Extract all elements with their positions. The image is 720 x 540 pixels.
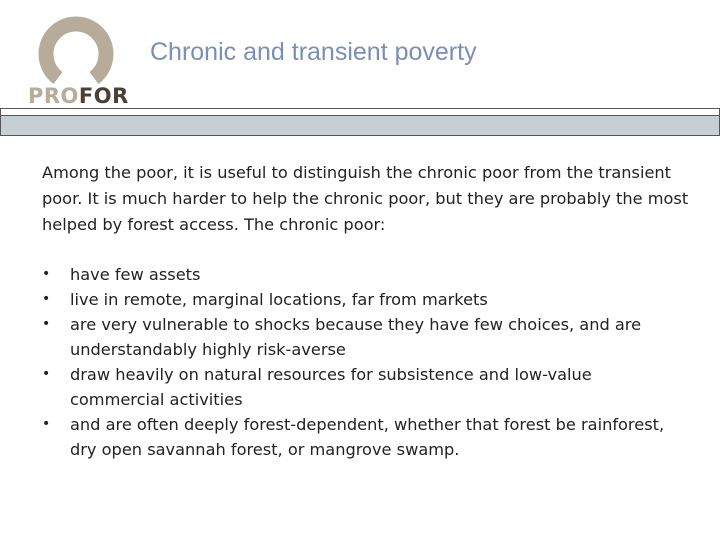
profor-logo	[28, 8, 128, 108]
header-divider-band	[0, 116, 720, 136]
bullet-item	[42, 362, 682, 412]
intro-paragraph: Among the poor, it is useful to distinguish the chronic poor from the transient poor. It is much harder to help the chronic poor, but they are probably the most helped by forest access. The chronic poor:	[42, 163, 689, 234]
bullet-icon: •	[42, 416, 51, 432]
logo-wordmark	[28, 84, 128, 108]
logo-wordmark-pro: PRO	[28, 84, 79, 108]
bullet-icon: •	[42, 366, 51, 382]
bullet-text: and are often deeply forest-dependent, whether that forest be rainforest, dry open savannah forest, or mangrove swamp.	[70, 415, 665, 459]
bullet-item	[42, 287, 682, 312]
header-divider-thin	[0, 108, 720, 116]
bullet-text: have few assets	[70, 265, 201, 284]
ring-logo-icon	[36, 8, 116, 88]
slide-title: Chronic and transient poverty	[150, 38, 477, 66]
bullet-icon: •	[42, 266, 51, 282]
bullet-item	[42, 412, 682, 462]
logo-wordmark-for: FOR	[78, 84, 129, 108]
bullet-text: live in remote, marginal locations, far from markets	[70, 290, 488, 309]
bullet-icon: •	[42, 316, 51, 332]
bullet-item	[42, 312, 682, 362]
bullet-list	[42, 262, 682, 462]
bullet-text: draw heavily on natural resources for subsistence and low-value commercial activities	[70, 365, 592, 409]
bullet-item	[42, 262, 682, 287]
bullet-icon: •	[42, 291, 51, 307]
bullet-text: are very vulnerable to shocks because they have few choices, and are understandably highly risk-averse	[70, 315, 642, 359]
